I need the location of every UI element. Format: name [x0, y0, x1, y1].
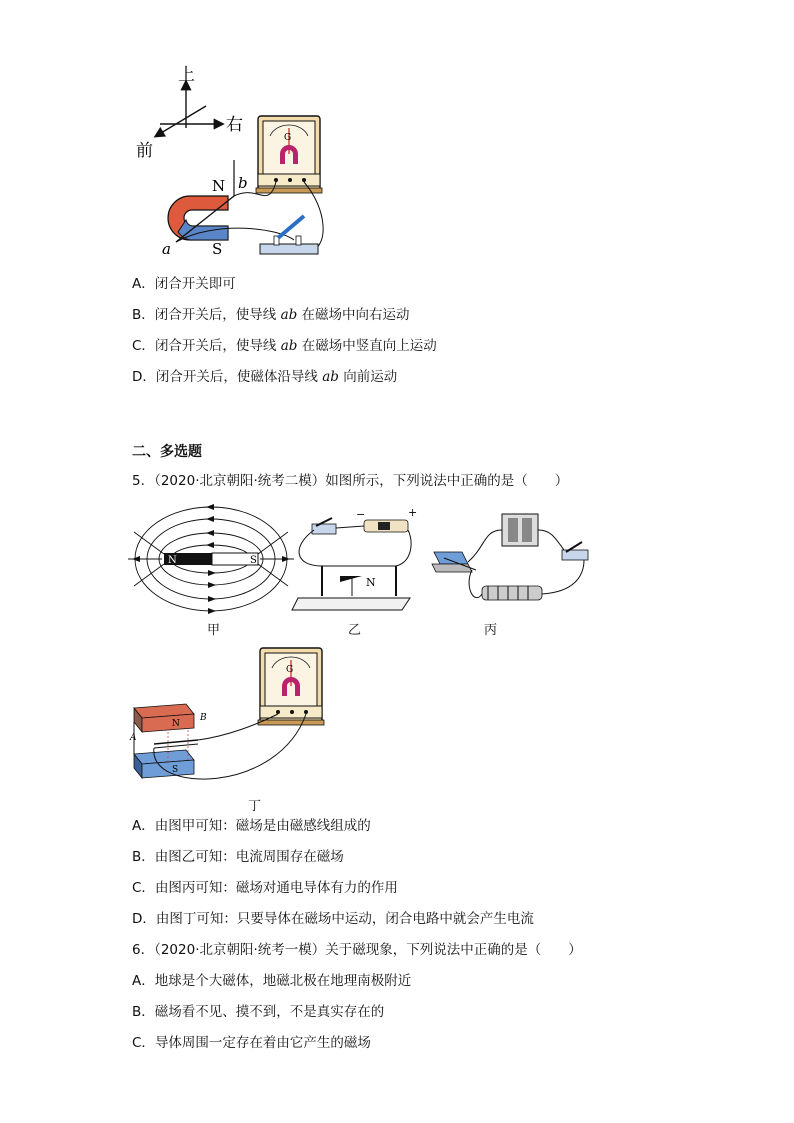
bar-magnet [164, 553, 258, 566]
dir-front-label: 前 [136, 141, 153, 161]
q4-option-d[interactable]: D．闭合开关后，使磁体沿导线 ab 向前运动 [132, 369, 398, 385]
yi-n-label: N [366, 576, 376, 589]
yi-plus-label: + [408, 506, 418, 519]
ding-n-label: N [172, 719, 180, 729]
ding-g-label: G [286, 665, 294, 675]
q6-option-b[interactable]: B．磁场看不见、摸不到，不是真实存在的 [132, 1004, 385, 1020]
u-magnet-ding [129, 704, 207, 778]
q6-stem: 6．（2020·北京朝阳·统考一模）关于磁现象，下列说法中正确的是（ ） [132, 942, 582, 958]
jia-n-label: N [168, 555, 177, 566]
motor-circuit [432, 514, 588, 600]
section-title: 二、多选题 [132, 444, 202, 460]
figure-bing [424, 506, 594, 616]
q5-option-b[interactable]: B．由图乙可知：电流周围存在磁场 [132, 849, 344, 865]
ding-s-label: S [172, 765, 179, 775]
q5-option-a[interactable]: A．由图甲可知：磁场是由磁感线组成的 [132, 818, 371, 834]
q5-stem: 5．（2020·北京朝阳·统考二模）如图所示，下列说法中正确的是（ ） [132, 473, 569, 489]
caption-yi: 乙 [348, 623, 362, 638]
magnet-n-label: N [212, 177, 226, 195]
q4-option-b[interactable]: B．闭合开关后，使导线 ab 在磁场中向右运动 [132, 307, 410, 323]
q4-option-a[interactable]: A．闭合开关即可 [132, 276, 236, 292]
galvanometer [256, 116, 322, 193]
caption-jia: 甲 [207, 623, 221, 638]
figure-yi [292, 506, 416, 614]
wire-a-label: a [162, 240, 171, 258]
switch [260, 216, 318, 254]
dir-up-label: 上 [178, 65, 195, 85]
oersted-circuit [292, 506, 417, 610]
q6-option-c[interactable]: C．导体周围一定存在着由它产生的磁场 [132, 1035, 371, 1051]
figure-ding [128, 644, 328, 794]
figure-q4 [128, 60, 338, 266]
dir-right-label: 右 [226, 115, 243, 135]
q6-option-a[interactable]: A．地球是个大磁体，地磁北极在地理南极附近 [132, 973, 412, 989]
magnet-s-label: S [212, 240, 223, 258]
direction-axes [136, 65, 243, 161]
figure-jia [126, 502, 296, 612]
jia-s-label: S [250, 555, 257, 566]
yi-minus-label: − [356, 508, 366, 521]
q5-option-c[interactable]: C．由图丙可知：磁场对通电导体有力的作用 [132, 880, 398, 896]
q4-option-c[interactable]: C．闭合开关后，使导线 ab 在磁场中竖直向上运动 [132, 338, 437, 354]
q5-option-d[interactable]: D．由图丁可知：只要导体在磁场中运动，闭合电路中就会产生电流 [132, 911, 534, 927]
meter-g-label: G [284, 133, 292, 143]
caption-bing: 丙 [484, 623, 498, 638]
galvanometer-ding [258, 648, 324, 725]
wire-b-label: b [238, 174, 248, 192]
caption-ding: 丁 [248, 799, 262, 814]
ding-b-label: B [200, 713, 207, 723]
ding-a-label: A [130, 733, 137, 743]
horseshoe-magnet [168, 177, 228, 258]
